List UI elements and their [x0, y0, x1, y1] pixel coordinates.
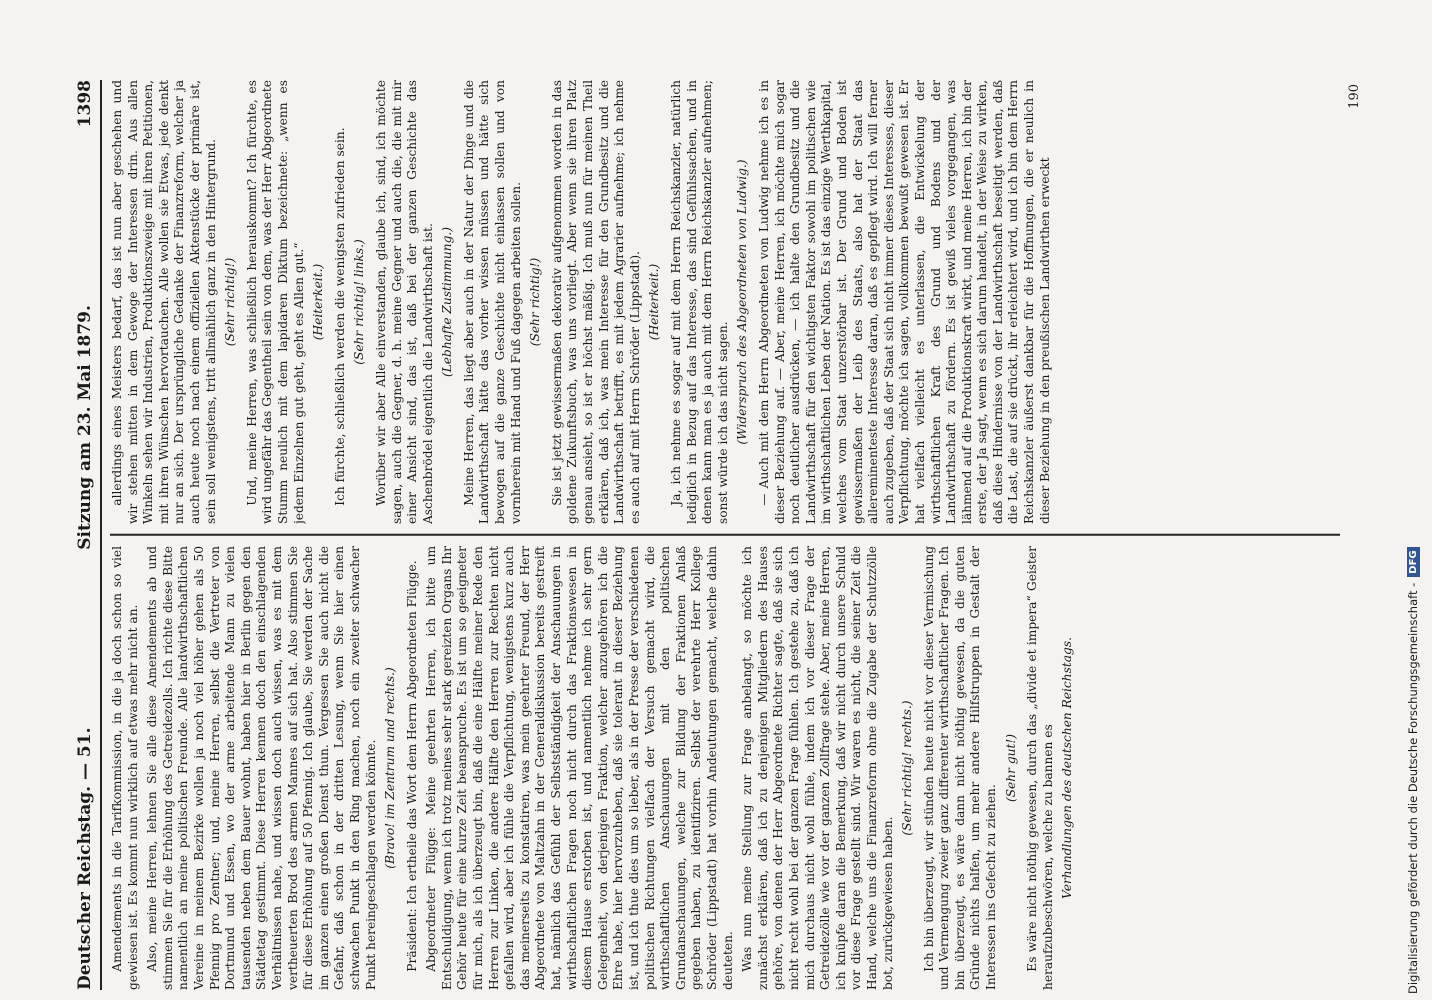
- paragraph: Worüber wir aber Alle einverstanden, glaube ich, sind, ich möchte sagen, auch die Gegner, d. h. meine Gegner und auch die, die mit mir einer Ansicht sind, das ist, daß bei der ganzen Geschichte das Aschenbrödel eigentlich die Landwirthschaft ist.: [373, 80, 435, 524]
- paragraph: (Sehr richtig! links.): [352, 239, 367, 365]
- paragraph: Also, meine Herren, lehnen Sie alle diese Amendements ab und stimmen Sie für die Erhöhung des Getreidezolls. Ich richte diese Bitte namentlich an meine politischen Freunde. Alle landwirthschaftlichen Vereine in meinem Bezirke wollen ja noch viel höher gehen als 50 Pfennig pro Zentner; und, meine Herren, selbst die Vertreter von Dortmund und Essen, wo der arme arbeitende Mann zu vielen tausenden neben dem Bauer wohnt, haben hier in Berlin gegen den Städtetag gestimmt. Diese Herren kennen doch den einschlagenden Verhältnissen nahe, und wissen doch auch wissen, was es mit dem vertheuerten Brod des armen Mannes auf sich hat. Also stimmen Sie für diese Erhöhung auf 50 Pfennig. Ich glaube, Sie werden der Sache im ganzen einen großen Dienst thun. Vergessen Sie auch nicht die Gefahr, daß schon in der dritten Lesung, wenn Sie hier einen schwachen Punkt in den Ring machen, noch ein zweiter schwacher Punkt hereingeschlagen werden könnte.: [145, 546, 378, 990]
- paragraph: (Lebhafte Zustimmung.): [440, 226, 455, 378]
- page-header: [70, 80, 102, 990]
- folio-number: 190: [1347, 84, 1362, 109]
- column-rule: [110, 534, 1340, 536]
- rotated-page: [70, 70, 1360, 1000]
- column-right: [110, 80, 1340, 524]
- paragraph: (Sehr gut!): [1003, 733, 1018, 803]
- paragraph: Ich fürchte, schließlich werden die wenigsten zufrieden sein.: [332, 127, 347, 506]
- paragraph: — Auch mit dem Herrn Abgeordneten von Ludwig nehme ich es in dieser Beziehung auf. — Aber, meine Herren, ich möchte mich sogar noch deutlicher ausdrücken, — ich halte den Grundbesitz und die Landwirthschaft für den wichtigsten Faktor sowohl im politischen wie im wirthschaftlichen Leben der Nation. Es ist das einzige Werthkapital, welches vom Staat unzerstörbar ist. Der Grund und Boden ist gewissermaßen der Leib des Staats, also hat der Staat das allereminenteste Interesse daran, daß es gepflegt wird. Ich will ferner auch zugeben, daß der Staat sich nicht immer dieses Interesses, dieser Verpflichtung, möchte ich sagen, vollkommen bewußt gewesen ist. Er hat vielfach vielleicht es unterlassen, die Entwickelung der wirthschaftlichen Kraft des Grund und Bodens und der Landwirthschaft zu fördern. Es ist gewiß vieles vorgegangen, was lähmend auf die Produktionskraft wirkt, und meine Herren, ich bin der erste, der Ja sagt, wenn es sich darum handelt, in der Weise zu wirken, daß diese Hindernisse von der Landwirthschaft beseitigt werden, daß die Last, die auf sie drückt, ihr erleichtert wird, und ich bin dem Herrn Reichskanzler äußerst dankbar für die Hoffnungen, die er neulich in dieser Beziehung in den preußischen Landwirthen erweckt: [756, 80, 1052, 524]
- paragraph: Und, meine Herren, was schließlich herauskommt? Ich fürchte, es wird ungefähr das Gegentheil sein von dem, was der Herr Abgeordnete Stumm neulich mit dem lapidaren Diktum bezeichnete: „wenn es jedem Einzelnen gut geht, geht es Allen gut.“: [244, 80, 306, 524]
- paragraph: Was nun meine Stellung zur Frage anbelangt, so möchte ich zunächst erklären, daß ich zu denjenigen Mitgliedern des Hauses gehöre, von denen der Herr Abgeordnete Richter sagte, daß sie sich nicht recht wohl bei der ganzen Frage fühlen. Ich gestehe zu, daß ich mich durchaus nicht wohl fühle, indem ich vor dieser Frage der Getreidezölle wie vor der ganzen Zollfrage stehe. Aber, meine Herren, ich knüpfe daran die Bemerkung, daß wir nicht durch unsere Schuld vor diese Frage gestellt sind. Wir waren es nicht, die seiner Zeit die Hand, welche uns die Finanzreform ohne die Zugabe der Schutzzölle bot, zurückgewiesen haben.: [740, 546, 895, 990]
- paragraph: Es wäre nicht nöthig gewesen, durch das „divide et impera“ Geister heraufzubeschwören, welche zu bannen es: [1025, 546, 1055, 990]
- digitization-text: Digitalisierung gefördert durch die Deutsche Forschungsgemeinschaft -: [1406, 582, 1420, 994]
- paragraph: Meine Herren, das liegt aber auch in der Natur der Dinge und die Landwirthschaft hätte das vorher wissen müssen und hätte sich bewogen auf die ganze Geschichte nicht einlassen sollen und von vornherein mit Hand und Fuß dagegen arbeiten sollen.: [461, 80, 523, 524]
- paragraph: (Bravo! im Zentrum und rechts.): [383, 667, 398, 869]
- header-left: Deutscher Reichstag. — 51.: [75, 727, 95, 990]
- paragraph: (Sehr richtig!): [223, 257, 238, 347]
- paragraph: Abgeordneter Flügge: Meine geehrten Herren, ich bitte um Entschuldigung, wenn ich trotz meines sehr stark gereizten Organs Ihr Gehör heute für eine kurze Zeit beanspruche. Es ist um so geeigneter für mich, als ich überzeugt bin, daß die eine Hälfte meiner Rede den Herren zur Linken, die andere Hälfte den Herren zur Rechten nicht gefallen wird, aber ich fühle die Verpflichtung, wenigstens kurz auch das meinerseits zu konstatiren, was mein geehrter Freund, der Herr Abgeordnete von Maltzahn in der Generaldiskussion bereits gestreift hat, nämlich das Gefühl der Selbstständigkeit der Anschauungen in wirthschaftlichen Fragen noch nicht durch das Fraktionswesen in diesem Hause erstorben ist, und namentlich nehme ich sehr gern Gelegenheit, von derjenigen Fraktion, welcher anzugehören ich die Ehre habe, hier hervorzuheben, daß sie tolerant in dieser Beziehung ist, und ich thue dies um so lieber, als in der Presse der verschiedenen politischen Richtungen vielfach der Versuch gemacht wird, die wirthschaftlichen Anschauungen mit den politischen Grundanschauungen, welche zur Bildung der Fraktionen Anlaß gegeben haben, zu identifiziren. Selbst der verehrte Herr Kollege Schröder (Lippstadt) hat vorhin Andeutungen gemacht, welche dahin deuteten.: [424, 546, 735, 990]
- header-center: Sitzung am 23. Mai 1879.: [75, 305, 95, 550]
- text-columns: [110, 80, 1340, 990]
- column-left: [110, 546, 1340, 990]
- paragraph: Sie ist jetzt gewissermaßen dekorativ aufgenommen worden in das goldene Zukunftsbuch, was uns vorliegt. Aber wenn sie ihren Platz genau ansieht, so ist er höchst mäßig. Ich muß nun für meinen Theil erklären, daß ich, was mein Interesse für den Grundbesitz und die Landwirthschaft betrifft, es mit jedem Agrarier aufnehme; ich nehme es auch auf mit Herrn Schröder (Lippstadt).: [549, 80, 642, 524]
- paragraph: (Sehr richtig!): [528, 257, 543, 347]
- page-number: 1398: [75, 80, 95, 128]
- paragraph: Verhandlungen des deutschen Reichstags.: [1060, 637, 1075, 899]
- paragraph: Ja, ich nehme es sogar auf mit dem Herrn Reichskanzler, natürlich lediglich in Bezug auf das Interesse, das sind Gefühlssachen, und in denen kann man es ja auch mit dem Herrn Reichskanzler aufnehmen; sonst würde ich das nicht sagen.: [669, 80, 730, 524]
- paragraph: (Heiterkeit.): [647, 263, 662, 341]
- paragraph: Amendements in die Tarifkommission, in die ja doch schon so viel gewiesen ist. Es kommt nun wirklich auf etwas mehr nicht an.: [110, 546, 140, 990]
- paragraph: (Sehr richtig! rechts.): [900, 700, 915, 836]
- paragraph: allerdings eines Meisters bedarf, das ist nun aber geschehen und wir stehen mitten in dem Gewoge der Interessen drin. Aus allen Winkeln sehen wir Industrien, Produktionszweige mit ihren Petitionen, mit ihren Wünschen hervortauchen. Alle wollen sie Etwas, jede denkt nur an sich. Der ursprüngliche Gedanke der Finanzreform, welcher ja auch heute noch nach einem offiziellen Aktenstücke der primäre ist, sein soll wenigstens, tritt allmählich ganz in den Hintergrund.: [110, 80, 218, 524]
- dfg-logo: DFG: [1407, 547, 1420, 576]
- digitization-note: [1406, 0, 1420, 1000]
- paragraph: (Widerspruch des Abgeordneten von Ludwig.): [735, 159, 750, 445]
- paragraph: (Heiterkeit.): [311, 263, 326, 341]
- paragraph: Präsident: Ich ertheile das Wort dem Herrn Abgeordneten Flügge.: [404, 560, 419, 972]
- paragraph: Ich bin überzeugt, wir stünden heute nicht vor dieser Vermischung und Vermengung zweier ganz differenter wirthschaftlicher Fragen. Ich bin überzeugt, es wäre dann nicht nöthig gewesen, da die guten Gründe nichts halfen, um mehr andere Hilfstruppen in Gestalt der Interessen ins Gefecht zu ziehen.: [921, 546, 999, 990]
